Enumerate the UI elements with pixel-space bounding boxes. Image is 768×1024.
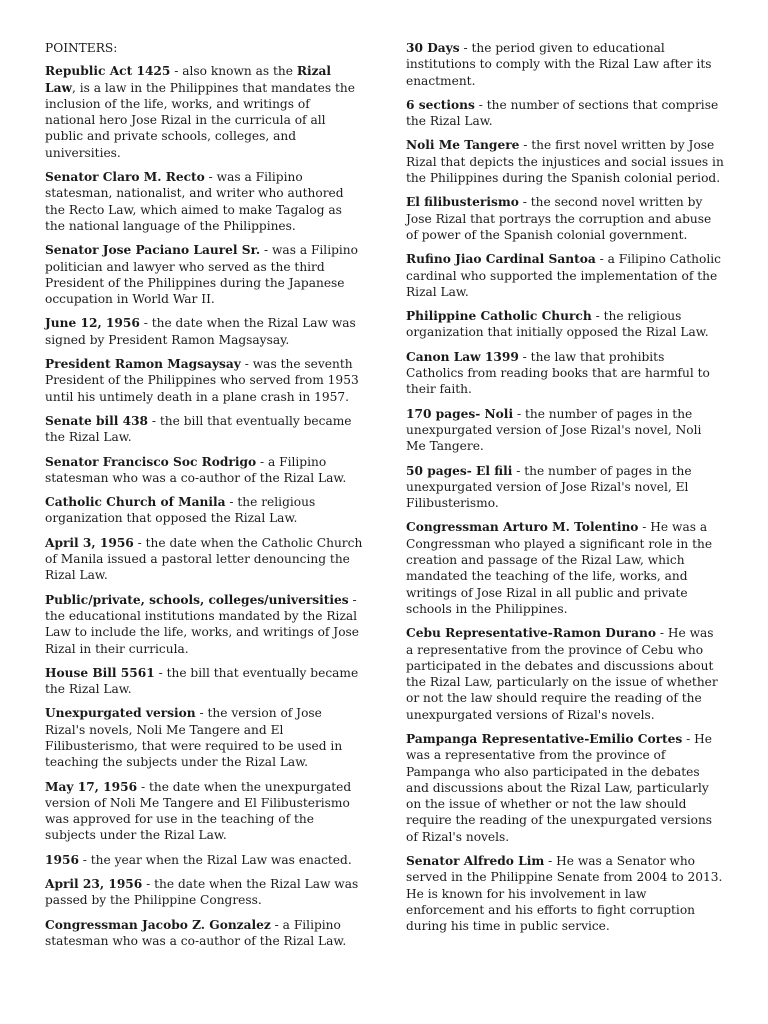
entry-definition: - He was a Senator who served in the Philippine Senate from 2004 to 2013. He is known for his involvement in law enforcement and his efforts to fight corruption during his time in public service. <box>406 854 723 934</box>
pointer-entry <box>406 97 724 130</box>
entry-term: May 17, 1956 <box>45 779 138 794</box>
entry-term: Unexpurgated version <box>45 706 196 721</box>
pointer-entry <box>406 349 724 398</box>
entry-definition: - the religious organization that initially opposed the Rizal Law. <box>406 309 709 340</box>
entry-term: Senator Alfredo Lim <box>406 854 545 869</box>
pointer-entry <box>45 876 363 909</box>
pointer-entry <box>406 251 724 300</box>
pointer-entry <box>45 494 363 527</box>
entry-definition: - the educational institutions mandated by the Rizal Law to include the life, works, and writings of Jose Rizal in their curricula. <box>45 592 360 656</box>
pointer-entry <box>45 665 363 698</box>
entry-term: Canon Law 1399 <box>406 349 519 364</box>
entry-term: 6 sections <box>406 97 475 112</box>
entry-extra-term: Rizal Law <box>45 64 332 95</box>
entry-term: Cebu Representative-Ramon Durano <box>406 626 656 641</box>
pointer-entry <box>406 137 724 186</box>
entry-term: Noli Me Tangere <box>406 138 520 153</box>
entry-definition: - He was a representative from the province of Pampanga who also participated in the debates and discussions about the Rizal Law, particularly on the issue of whether or not the law should require the reading of the unexpurgated versions of Rizal's novels. <box>406 731 713 844</box>
entry-definition: - also known as the <box>170 64 297 79</box>
pointer-entry <box>406 625 724 723</box>
pointer-entry <box>45 315 363 348</box>
entry-term: Public/private, schools, colleges/universities <box>45 592 349 607</box>
entry-definition: - a Filipino statesman who was a co-author of the Rizal Law. <box>45 454 347 485</box>
pointer-entry <box>45 169 363 234</box>
left-entry-list <box>45 63 363 949</box>
entry-term: Senator Francisco Soc Rodrigo <box>45 454 257 469</box>
pointer-entry <box>45 592 363 657</box>
pointer-entry <box>45 454 363 487</box>
pointer-entry <box>45 852 363 868</box>
entry-definition: - the date when the unexpurgated version of Noli Me Tangere and El Filibusterismo was approved for use in the teaching of the subjects under the Rizal Law. <box>45 779 352 843</box>
entry-term: 50 pages- El fili <box>406 463 513 478</box>
entry-definition: - He was a Congressman who played a significant role in the creation and passage of the Rizal Law, which mandated the teaching of the life, works, and writings of Jose Rizal in all public and private schools in the Philippines. <box>406 520 713 616</box>
entry-term: Catholic Church of Manila <box>45 495 226 510</box>
entry-term: 170 pages- Noli <box>406 406 514 421</box>
entry-term: Congressman Arturo M. Tolentino <box>406 520 639 535</box>
entry-definition: - the version of Jose Rizal's novels, Noli Me Tangere and El Filibusterismo, that were required to be used in teaching the subjects under the Rizal Law. <box>45 706 343 770</box>
right-column <box>406 40 724 943</box>
left-column <box>45 40 363 957</box>
pointer-entry <box>406 308 724 341</box>
entry-definition: - was a Filipino politician and lawyer who served as the third President of the Philippines during the Japanese occupation in World War II. <box>45 243 358 307</box>
entry-term: Republic Act 1425 <box>45 64 171 79</box>
entry-term: 30 Days <box>406 41 460 55</box>
entry-definition: - the number of sections that comprise the Rizal Law. <box>406 97 719 129</box>
entry-definition: - was a Filipino statesman, nationalist, and writer who authored the Recto Law, which aimed to make Tagalog as the national language of the Philippines. <box>45 170 344 233</box>
pointer-entry <box>45 535 363 584</box>
entry-definition: - the bill that eventually became the Rizal Law. <box>45 665 359 697</box>
entry-term: June 12, 1956 <box>45 316 140 331</box>
pointer-entry <box>45 779 363 844</box>
pointer-entry <box>406 194 724 243</box>
pointer-entry <box>45 242 363 307</box>
entry-definition: - the date when the Rizal Law was passed by the Philippine Congress. <box>45 877 359 908</box>
pointer-entry <box>406 463 724 512</box>
entry-term: April 3, 1956 <box>45 535 134 550</box>
entry-definition: - the year when the Rizal Law was enacted. <box>78 852 352 867</box>
right-entry-list <box>406 40 724 935</box>
pointer-entry <box>406 406 724 455</box>
entry-definition: - the law that prohibits Catholics from reading books that are harmful to their faith. <box>406 349 710 397</box>
entry-term: Philippine Catholic Church <box>406 309 592 324</box>
entry-definition: - a Filipino statesman who was a co-author of the Rizal Law. <box>45 917 347 948</box>
entry-definition: - was the seventh President of the Philippines who served from 1953 until his untimely death in a plane crash in 1957. <box>45 357 359 404</box>
pointer-entry <box>45 917 363 950</box>
entry-definition: - the first novel written by Jose Rizal that depicts the injustices and social issues in the Philippines during the Spanish colonial period. <box>406 138 724 186</box>
entry-definition: - the religious organization that opposed the Rizal Law. <box>45 495 316 526</box>
entry-term: Senator Jose Paciano Laurel Sr. <box>45 243 261 258</box>
entry-definition: - the date when the Catholic Church of Manila issued a pastoral letter denouncing the Rizal Law. <box>45 535 363 583</box>
entry-definition: - the number of pages in the unexpurgated version of Jose Rizal's novel, Noli Me Tangere. <box>406 406 702 454</box>
entry-definition: - a Filipino Catholic cardinal who supported the implementation of the Rizal Law. <box>406 252 721 299</box>
entry-term: 1956 <box>45 852 79 867</box>
pointer-entry <box>45 413 363 446</box>
entry-definition: - the bill that eventually became the Rizal Law. <box>45 413 352 445</box>
entry-definition: - the period given to educational institutions to comply with the Rizal Law after its enactment. <box>406 41 712 88</box>
pointer-entry <box>406 731 724 845</box>
entry-term: April 23, 1956 <box>45 877 143 892</box>
entry-term: El filibusterismo <box>406 195 519 210</box>
pointer-entry <box>45 705 363 770</box>
pointer-entry <box>406 853 724 934</box>
pointer-entry <box>406 40 724 89</box>
page-heading: POINTERS: <box>45 41 118 55</box>
entry-extra-definition: , is a law in the Philippines that mandates the inclusion of the life, works, and writings of national hero Jose Rizal in the curricula of all public and private schools, colleges, and universities. <box>45 80 355 160</box>
entry-definition: - the date when the Rizal Law was signed by President Ramon Magsaysay. <box>45 316 356 347</box>
entry-definition: - the second novel written by Jose Rizal that portrays the corruption and abuse of power of the Spanish colonial government. <box>406 195 712 242</box>
pointer-entry <box>406 519 724 617</box>
entry-term: Senate bill 438 <box>45 413 149 428</box>
entry-term: President Ramon Magsaysay <box>45 357 241 372</box>
entry-definition: - the number of pages in the unexpurgated version of Jose Rizal's novel, El Filibusterismo. <box>406 463 692 511</box>
entry-term: Pampanga Representative-Emilio Cortes <box>406 731 683 746</box>
pointer-entry <box>45 356 363 405</box>
entry-term: Rufino Jiao Cardinal Santoa <box>406 252 596 267</box>
entry-term: Senator Claro M. Recto <box>45 170 205 185</box>
entry-term: House Bill 5561 <box>45 665 155 680</box>
pointer-entry <box>45 63 363 161</box>
entry-term: Congressman Jacobo Z. Gonzalez <box>45 917 271 932</box>
entry-definition: - He was a representative from the province of Cebu who participated in the debates and discussions about the Rizal Law, particularly on the issue of whether or not the law should require the reading of the unexpurgated versions of Rizal's novels. <box>406 626 718 722</box>
